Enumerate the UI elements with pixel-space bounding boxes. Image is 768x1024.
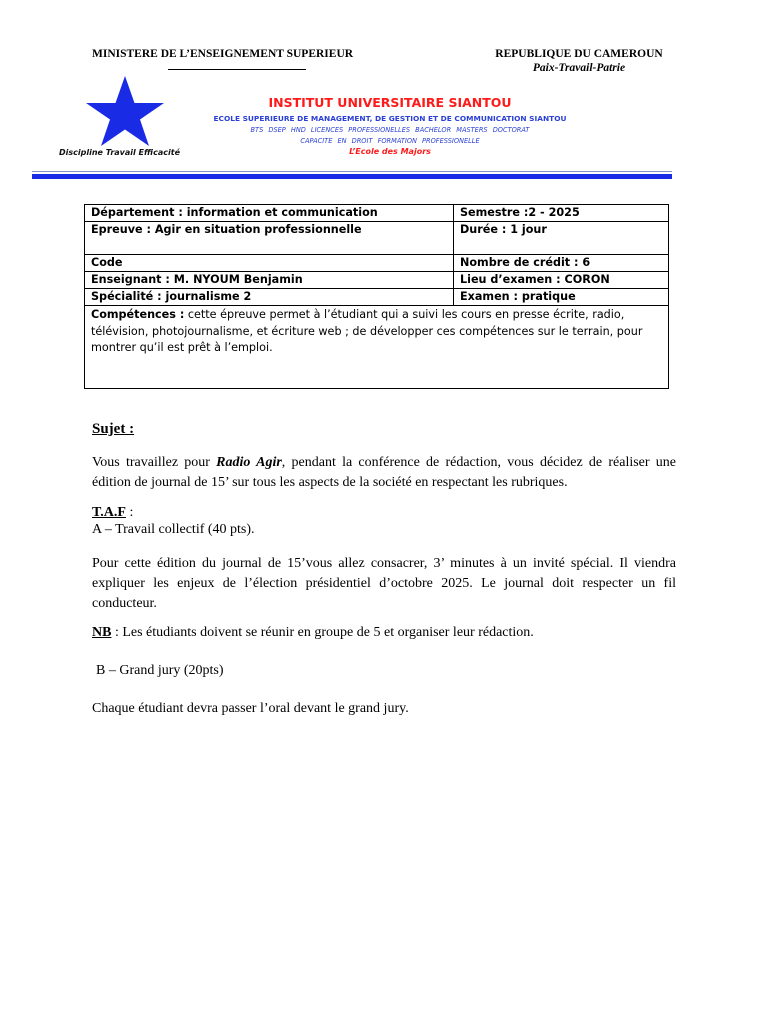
- school-name: ECOLE SUPERIEURE DE MANAGEMENT, DE GESTION ET DE COMMUNICATION SIANTOU: [213, 114, 567, 123]
- taf-colon: :: [125, 505, 134, 520]
- logo-motto: Discipline Travail Efficacité: [59, 148, 180, 157]
- header-rule-thin: [32, 171, 672, 172]
- nb-text: : Les étudiants doivent se réunir en groupe de 5 et organiser leur rédaction.: [111, 625, 534, 640]
- credit-cell: Nombre de crédit : 6: [454, 255, 669, 272]
- competences-label: Compétences :: [91, 308, 185, 321]
- programs-line-2: CAPACITE EN DROIT FORMATION PROFESSIONELLE: [300, 137, 480, 145]
- epreuve-cell: Epreuve : Agir en situation professionnelle: [85, 222, 454, 255]
- part-b: B – Grand jury (20pts): [96, 663, 224, 678]
- taf-label: T.A.F: [92, 505, 126, 520]
- p1-after: , pendant la conférence de rédaction, vous décidez de réaliser une édition de journal de 15’ sur tous les aspects de la société en respectant les rubriques.: [92, 455, 676, 490]
- nb-note: [92, 623, 534, 643]
- competences-cell: [85, 306, 669, 389]
- p1-before: Vous travaillez pour: [92, 455, 217, 470]
- institute-title: INSTITUT UNIVERSITAIRE SIANTOU: [268, 95, 512, 110]
- specialite-cell: Spécialité : journalisme 2: [85, 289, 454, 306]
- part-a: A – Travail collectif (40 pts).: [92, 522, 255, 537]
- header-rule: [32, 174, 672, 179]
- star-icon: [84, 74, 166, 148]
- sujet-heading: Sujet :: [92, 421, 135, 437]
- nb-label: NB: [92, 625, 112, 640]
- republic-motto: Paix-Travail-Patrie: [532, 62, 626, 74]
- competences-text: cette épreuve permet à l’étudiant qui a suivi les cours en presse écrite, radio, télévision, photojournalisme, et écriture web ; de développer ces compétences sur le terrain, pour montrer qu’il est prêt à l’emploi.: [91, 308, 643, 354]
- duree-cell: Durée : 1 jour: [454, 222, 669, 255]
- final-paragraph: Chaque étudiant devra passer l’oral devant le grand jury.: [92, 701, 409, 716]
- examen-cell: Examen : pratique: [454, 289, 669, 306]
- school-slogan: L’Ecole des Majors: [349, 147, 431, 156]
- exam-info-table: [84, 204, 669, 389]
- radio-name: Radio Agir: [216, 455, 282, 470]
- ministry-label: MINISTERE DE L’ENSEIGNEMENT SUPERIEUR: [92, 48, 354, 60]
- semestre-cell: Semestre :2 - 2025: [454, 205, 669, 222]
- republic-label: REPUBLIQUE DU CAMEROUN: [495, 48, 663, 60]
- departement-cell: Département : information et communication: [85, 205, 454, 222]
- ministry-underline: [168, 69, 306, 70]
- subject-paragraph: [92, 453, 676, 493]
- enseignant-cell: Enseignant : M. NYOUM Benjamin: [85, 272, 454, 289]
- code-cell: Code: [85, 255, 454, 272]
- lieu-cell: Lieu d’examen : CORON: [454, 272, 669, 289]
- programs-line: BTS DSEP HND LICENCES PROFESSIONELLES BACHELOR MASTERS DOCTORAT: [250, 126, 530, 134]
- instructions-paragraph: Pour cette édition du journal de 15’vous allez consacrer, 3’ minutes à un invité spécial. Il viendra expliquer les enjeux de l’élection présidentiel d’octobre 2025. Le journal doit respecter un fil conducteur.: [92, 556, 676, 611]
